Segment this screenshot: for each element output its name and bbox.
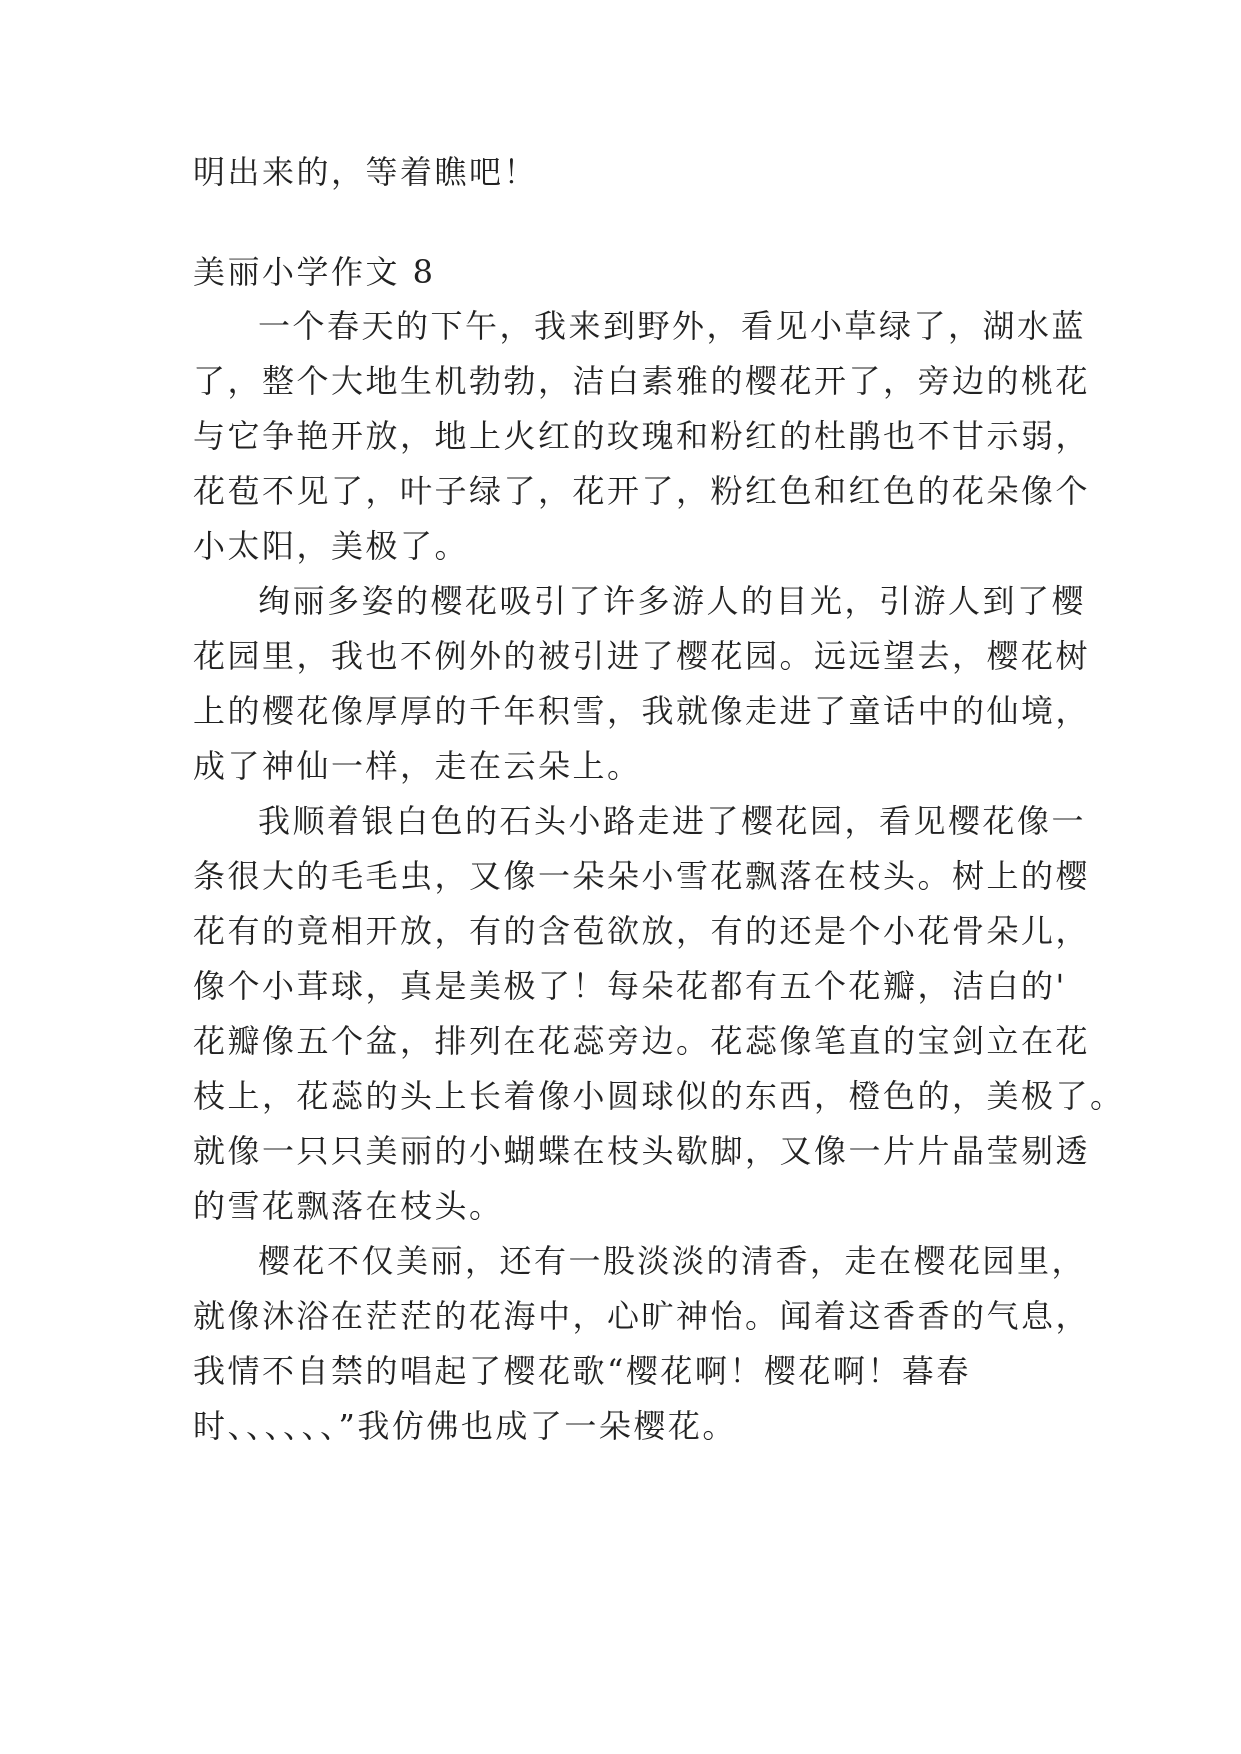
paragraph-2-line-1: 绚丽多姿的樱花吸引了许多游人的目光，引游人到了樱 bbox=[258, 582, 1087, 620]
paragraph-3-line-5: 花瓣像五个盆，排列在花蕊旁边。花蕊像笔直的宝剑立在花 bbox=[193, 1022, 1091, 1060]
paragraph-4-line-1: 樱花不仅美丽，还有一股淡淡的清香，走在樱花园里， bbox=[258, 1242, 1087, 1280]
paragraph-3-line-2: 条很大的毛毛虫，又像一朵朵小雪花飘落在枝头。树上的樱 bbox=[193, 857, 1091, 895]
paragraph-3-line-3: 花有的竟相开放，有的含苞欲放，有的还是个小花骨朵儿， bbox=[193, 912, 1091, 950]
paragraph-2-line-3: 上的樱花像厚厚的千年积雪，我就像走进了童话中的仙境， bbox=[193, 692, 1091, 730]
essay-heading: 美丽小学作文 8 bbox=[193, 253, 436, 291]
paragraph-3-line-7: 就像一只只美丽的小蝴蝶在枝头歇脚，又像一片片晶莹剔透 bbox=[193, 1132, 1091, 1170]
paragraph-3-line-6: 枝上，花蕊的头上长着像小圆球似的东西，橙色的，美极了。 bbox=[193, 1077, 1125, 1115]
paragraph-1-line-2: 了，整个大地生机勃勃，洁白素雅的樱花开了，旁边的桃花 bbox=[193, 362, 1091, 400]
paragraph-1-line-1: 一个春天的下午，我来到野外，看见小草绿了，湖水蓝 bbox=[258, 307, 1087, 345]
paragraph-4-line-3: 我情不自禁的唱起了樱花歌“樱花啊！樱花啊！暮春 bbox=[193, 1352, 971, 1390]
paragraph-4-line-2: 就像沐浴在茫茫的花海中，心旷神怡。闻着这香香的气息， bbox=[193, 1297, 1091, 1335]
paragraph-3-line-8: 的雪花飘落在枝头。 bbox=[193, 1187, 504, 1225]
paragraph-3-line-1: 我顺着银白色的石头小路走进了樱花园，看见樱花像一 bbox=[258, 802, 1087, 840]
paragraph-2-line-4: 成了神仙一样，走在云朵上。 bbox=[193, 747, 642, 785]
paragraph-2-line-2: 花园里，我也不例外的被引进了樱花园。远远望去，樱花树 bbox=[193, 637, 1091, 675]
continuation-line: 明出来的，等着瞧吧！ bbox=[193, 153, 539, 191]
paragraph-3-line-4: 像个小茸球，真是美极了！每朵花都有五个花瓣，洁白的' bbox=[193, 967, 1067, 1005]
paragraph-1-line-3: 与它争艳开放，地上火红的玫瑰和粉红的杜鹃也不甘示弱， bbox=[193, 417, 1091, 455]
paragraph-1-line-5: 小太阳，美极了。 bbox=[193, 527, 470, 565]
paragraph-1-line-4: 花苞不见了，叶子绿了，花开了，粉红色和红色的花朵像个 bbox=[193, 472, 1091, 510]
paragraph-4-line-4: 时、、、、、、”我仿佛也成了一朵樱花。 bbox=[193, 1407, 737, 1445]
